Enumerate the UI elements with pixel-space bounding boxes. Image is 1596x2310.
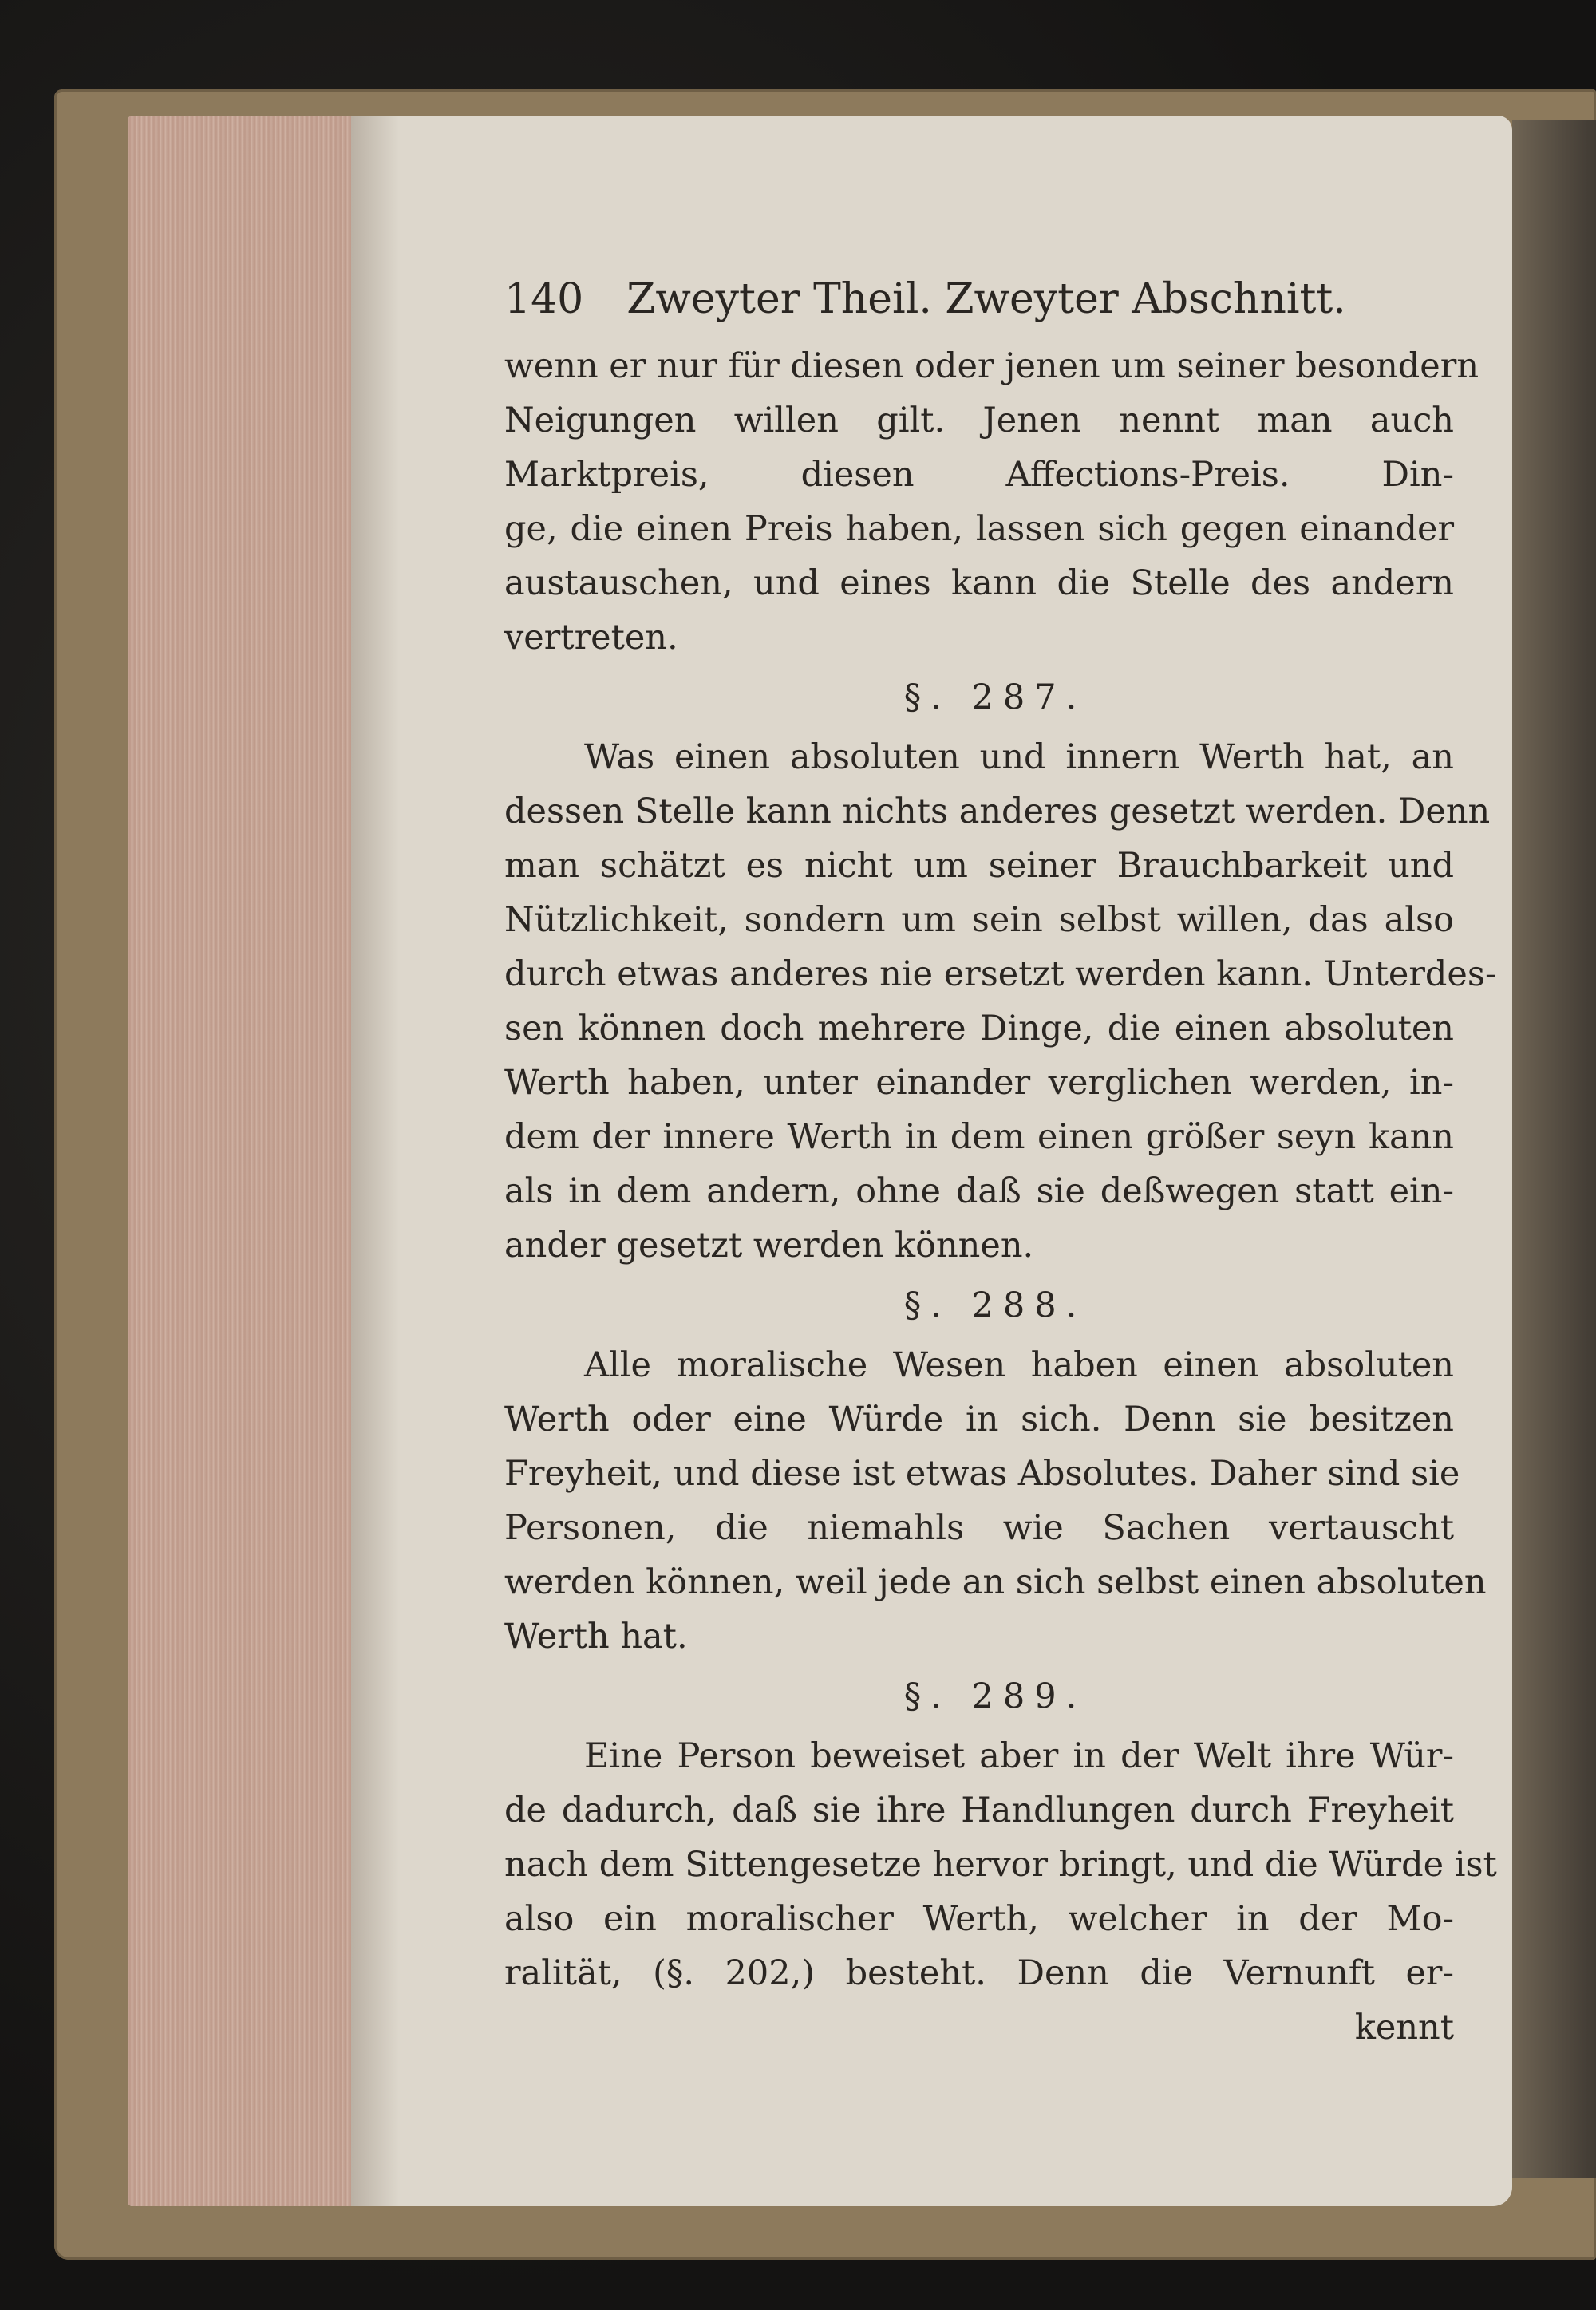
section-289 xyxy=(504,1664,1497,2055)
text-line: ander gesetzt werden können. xyxy=(504,1226,1034,1266)
text-line: de dadurch, daß sie ihre Handlungen durch Freyheit xyxy=(504,1791,1454,1830)
text-line: man schätzt es nicht um seiner Brauchbarkeit und xyxy=(504,846,1454,886)
text-line: dessen Stelle kann nichts anderes gesetzt werden. Denn xyxy=(504,792,1491,831)
text-line: werden können, weil jede an sich selbst einen absoluten xyxy=(504,1562,1487,1602)
text-line: wenn er nur für diesen oder jenen um seiner besondern xyxy=(504,346,1479,386)
running-title: Zweyter Theil. Zweyter Abschnitt. xyxy=(626,275,1346,323)
page-text xyxy=(504,259,1497,2055)
text-line: dem der innere Werth in dem einen größer seyn kann xyxy=(504,1117,1454,1157)
facing-page-edge xyxy=(1512,120,1596,2178)
text-line: Eine Person beweiset aber in der Welt ihre Wür- xyxy=(584,1736,1454,1776)
text-line: austauschen, und eines kann die Stelle des andern xyxy=(504,563,1454,603)
text-line: Freyheit, und diese ist etwas Absolutes. Daher sind sie xyxy=(504,1454,1460,1494)
text-line: Neigungen willen gilt. Jenen nennt man auch xyxy=(504,401,1454,440)
text-line: Was einen absoluten und innern Werth hat, an xyxy=(584,737,1454,777)
text-line: sen können doch mehrere Dinge, die einen absoluten xyxy=(504,1009,1454,1048)
text-line: vertreten. xyxy=(504,618,678,657)
text-line: also ein moralischer Werth, welcher in der Mo- xyxy=(504,1899,1454,1939)
section-heading: §. 289. xyxy=(903,1676,1087,1716)
text-line: durch etwas anderes nie ersetzt werden kann. Unterdes- xyxy=(504,954,1497,994)
gutter-shadow xyxy=(351,116,399,2206)
text-line: Werth oder eine Würde in sich. Denn sie besitzen xyxy=(504,1400,1454,1439)
page-number: 140 xyxy=(504,275,584,323)
catchword: kennt xyxy=(1354,2008,1454,2047)
text-line: als in dem andern, ohne daß sie deßwegen statt ein- xyxy=(504,1171,1454,1211)
text-line: Werth hat. xyxy=(504,1617,688,1656)
text-line: ralität, (§. 202,) besteht. Denn die Vernunft er- xyxy=(504,1953,1454,1993)
page-edges xyxy=(128,116,351,2206)
continued-paragraph xyxy=(504,339,1479,665)
text-line: nach dem Sittengesetze hervor bringt, und die Würde ist xyxy=(504,1845,1497,1885)
section-287 xyxy=(504,665,1497,1273)
section-heading: §. 287. xyxy=(903,677,1087,717)
running-head xyxy=(504,259,1454,339)
section-heading: §. 288. xyxy=(903,1285,1087,1325)
text-line: Alle moralische Wesen haben einen absoluten xyxy=(584,1345,1454,1385)
section-288 xyxy=(504,1273,1487,1664)
text-line: ge, die einen Preis haben, lassen sich gegen einander xyxy=(504,509,1454,549)
text-line: Personen, die niemahls wie Sachen vertauscht xyxy=(504,1508,1454,1548)
text-line: Nützlichkeit, sondern um sein selbst willen, das also xyxy=(504,900,1454,940)
text-line: Marktpreis, diesen Affections-Preis. Din- xyxy=(504,455,1454,495)
text-line: Werth haben, unter einander verglichen werden, in- xyxy=(504,1063,1454,1103)
